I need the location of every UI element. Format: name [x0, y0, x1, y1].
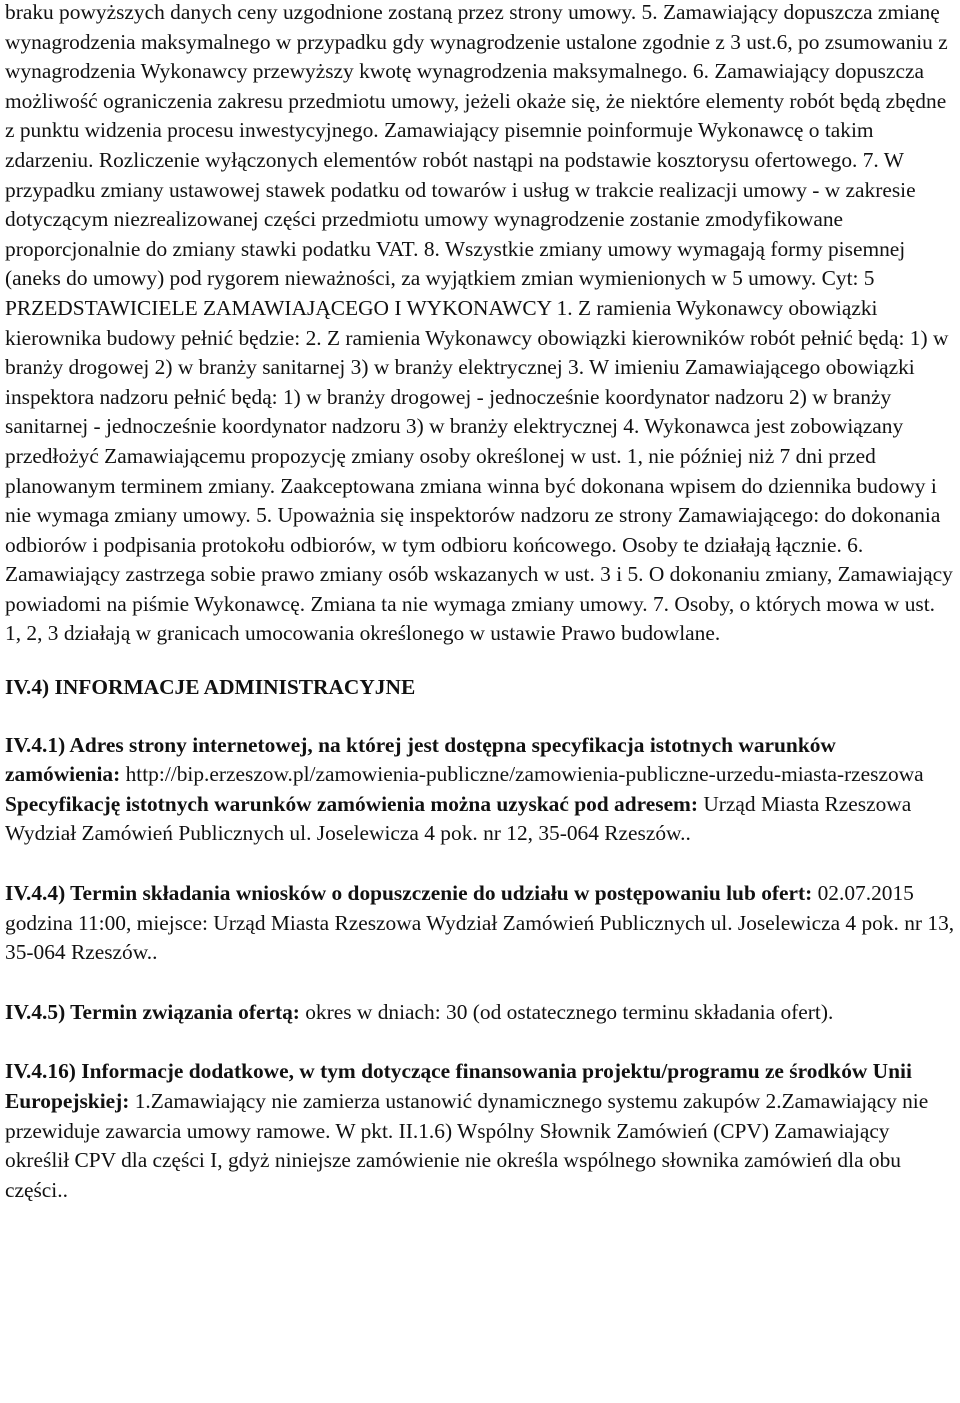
section-iv-4-5-label: IV.4.5) Termin związania ofertą: — [5, 999, 300, 1024]
section-iv-4-16 — [5, 1057, 955, 1205]
section-iv-4-4-label: IV.4.4) Termin składania wniosków o dopuszczenie do udziału w postępowaniu lub ofert: — [5, 881, 813, 906]
section-iv-4-4 — [5, 879, 955, 968]
section-iv-4-1-label: IV.4.1) Adres strony internetowej, na której jest dostępna specyfikacja istotnych warunków zamówienia: — [5, 732, 836, 787]
section-iv-4-5-value: okres w dniach: 30 (od ostatecznego terminu składania ofert). — [299, 999, 834, 1024]
section-iv-4-1 — [5, 731, 955, 790]
contract-terms-text-3: Zamawiający pisemnie poinformuje Wykonawcę o takim zdarzeniu. Rozliczenie wyłączonych elementów robót nastąpi na podstawie kosztorysu ofertowego. 7. W przypadku zmiany ustawowej stawek podatku od towarów i usług w trakcie realizacji umowy - w zakresie dotyczącym niezrealizowanej części przedmiotu umowy wynagrodzenie zostanie zmodyfikowane proporcjonalnie do zmiany stawki podatku VAT. 8. Wszystkie zmiany umowy wymagają formy pisemnej (aneks do umowy) pod rygorem nieważności, za wyjątkiem zmian wymienionych w 5 umowy. Cyt: 5 PRZEDSTAWICIELE ZAMAWIAJĄCEGO I WYKONAWCY 1. Z ramienia Wykonawcy obowiązki kierownika budowy pełnić będzie: 2. Z ramienia Wykonawcy obowiązki kierowników robót pełnić będą: 1) w branży drogowej 2) w branży sanitarnej 3) w branży elektrycznej 3. W imieniu Zamawiającego obowiązki inspektora nadzoru pełnić będą: 1) w branży drogowej - jednocześnie koordynator nadzoru 2) w branży sanitarnej - jednocześnie koordynator nadzoru 3) w branży elektrycznej 4. Wykonawca jest zobowiązany przedłożyć Zamawiającemu propozycję zmiany osoby określonej w ust. 1, nie później niż 7 dni przed planowanym terminem zmiany. Zaakceptowana zmiana winna być dokonana wpisem do dziennika budowy i nie wymaga zmiany umowy. 5. Upoważnia się inspektorów nadzoru ze strony Zamawiającego: do dokonania odbiorów i podpisania protokołu odbiorów, w tym odbioru końcowego. Osoby te działają łącznie. 6. Zamawiający zastrzega sobie prawo zmiany osób wskazanych w ust. 3 i 5. O dokonaniu zmiany, Zamawiający powiadomi na piśmie Wykonawcę. Zmiana ta nie wymaga zmiany umowy. 7. Osoby, o których mowa w ust. 1, 2, 3 działają w granicach umocowania określonego w ustawie Prawo budowlane. — [5, 118, 953, 646]
contract-terms-text-1: braku powyższych danych ceny uzgodnione zostaną przez strony umowy. 5. Zamawiający dopuszcza zmianę wynagrodzenia maksymalnego w przypadku gdy wynagrodzenie ustalone zgodnie z 3 ust.6, po zsumowaniu z wynagrodzenia Wykonawcy przewyższy kwotę wynagrodzenia maksymalnego. 6. — [5, 0, 948, 84]
section-iv-4-1-url[interactable]: http://bip.erzeszow.pl/zamowienia-publiczne/zamowienia-publiczne-urzedu-miasta-rzeszowa — [120, 762, 924, 787]
section-heading-administrative: IV.4) INFORMACJE ADMINISTRACYJNE — [5, 675, 416, 700]
section-iv-4-16-label: IV.4.16) Informacje dodatkowe, w tym dotyczące finansowania projektu/programu ze środków Unii Europejskiej: — [5, 1059, 912, 1113]
section-iv-4-4-value: 02.07.2015 godzina 11:00, miejsce: Urząd Miasta Rzeszowa Wydział Zamówień Publicznych ul. Joselewicza 4 pok. nr 13, 35-064 Rzeszów.. — [5, 881, 955, 965]
section-iv-4-5 — [5, 998, 955, 1028]
section-iv-4-16-value: 1.Zamawiający nie zamierza ustanowić dynamicznego systemu zakupów 2.Zamawiający nie przewiduje zawarcia umowy ramowe. W pkt. II.1.6) Wspólny Słownik Zamówień (CPV) Zamawiający określił CPV dla części I, gdyż niniejsze zamówienie nie określa wspólnego słownika zamówień dla obu części.. — [5, 1089, 929, 1202]
siwz-address — [5, 790, 955, 849]
contract-terms-text-2: Zamawiający dopuszcza możliwość ograniczenia zakresu przedmiotu umowy, jeżeli okaże się, że niektóre elementy robót będą zbędne z punktu widzenia procesu inwestycyjnego. — [5, 59, 947, 143]
contract-terms-paragraph — [5, 0, 955, 649]
siwz-address-label: Specyfikację istotnych warunków zamówienia można uzyskać pod adresem: — [5, 791, 699, 816]
document-page — [5, 0, 955, 1205]
siwz-address-value: Urząd Miasta Rzeszowa Wydział Zamówień Publicznych ul. Joselewicza 4 pok. nr 12, 35-064 Rzeszów.. — [5, 791, 912, 846]
